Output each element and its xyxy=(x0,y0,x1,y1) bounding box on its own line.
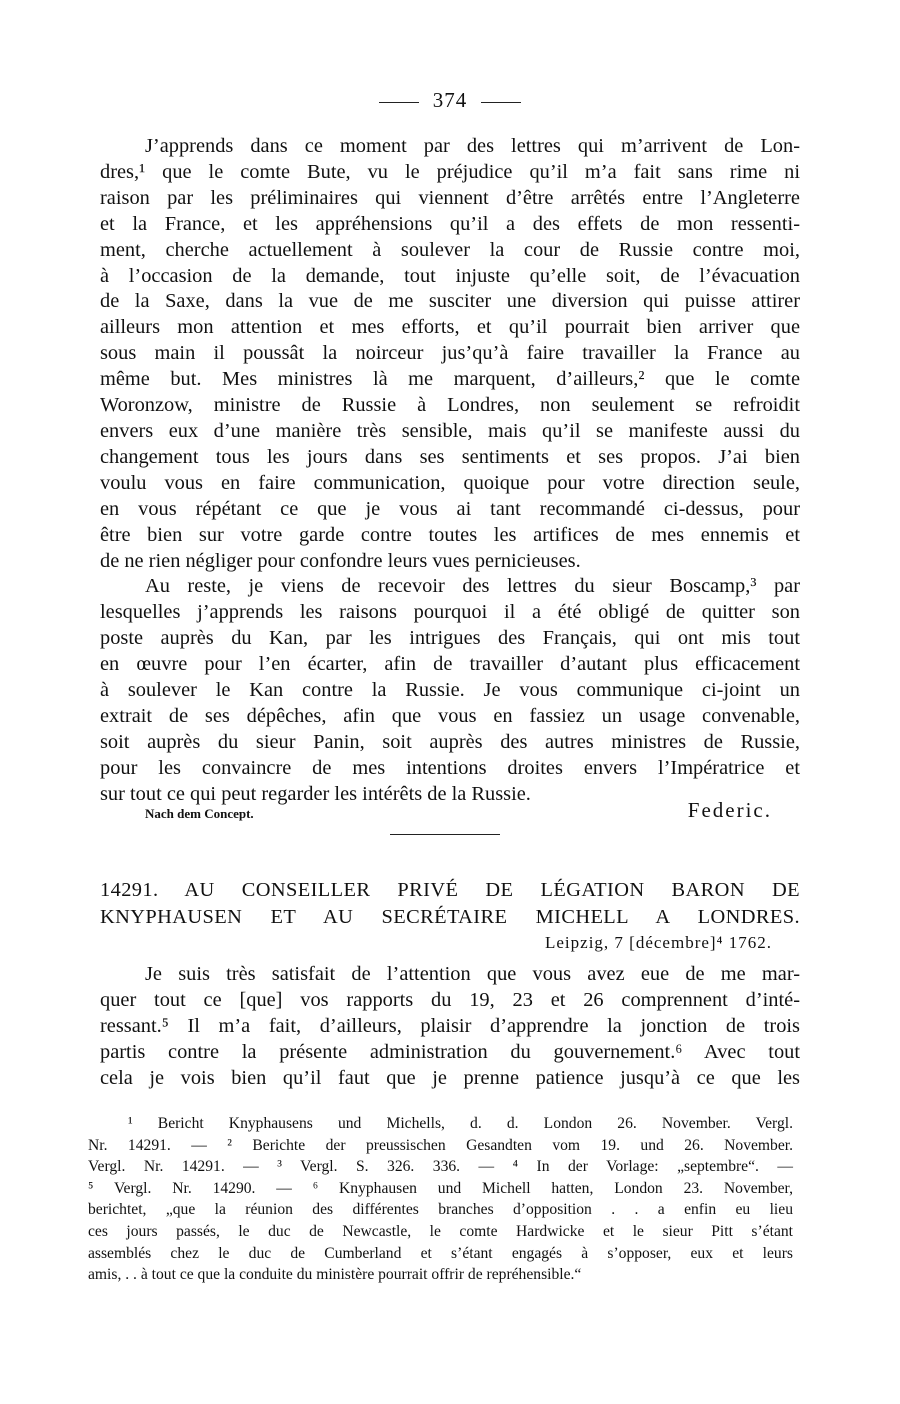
text-line: raison par les préliminaires qui viennent d’être arrêtés entre l’Angleterre xyxy=(100,186,800,209)
text-line: voulu vous en faire communication, quoique pour votre direction seule, xyxy=(100,471,800,494)
footnotes xyxy=(88,1113,793,1286)
source-note: Nach dem Concept. xyxy=(145,806,254,821)
text-line: de ne rien négliger pour confondre leurs vues pernicieuses. xyxy=(100,549,581,572)
letter-2-body xyxy=(100,962,800,1092)
letter-1-body xyxy=(100,134,800,808)
text-line: même but. Mes ministres là me marquent, d’ailleurs,² que le comte xyxy=(100,368,800,391)
footnote-line: amis, . . à tout ce que la conduite du ministère pourrait offrir de repréhensible.“ xyxy=(88,1266,582,1284)
left-dash xyxy=(379,102,419,103)
footnote-line: Vergl. Nr. 14291. — ³ Vergl. S. 326. 336. — ⁴ In der Vorlage: „septembre“. — xyxy=(88,1158,793,1176)
text-line: ment, cherche actuellement à soulever la cour de Russie contre moi, xyxy=(100,238,800,261)
heading-line: KNYPHAUSEN ET AU SECRÉTAIRE MICHELL A LONDRES. xyxy=(100,906,800,928)
footnote-line: assemblés chez le duc de Cumberland et s’étant engagés à s’opposer, eux et leurs xyxy=(88,1244,793,1262)
text-line: lesquelles j’apprends les raisons pourquoi il a été obligé de quitter son xyxy=(100,601,800,624)
closing-row xyxy=(100,798,800,828)
text-line: de la Saxe, dans la vue de me susciter une diversion qui puisse attirer xyxy=(100,290,800,313)
text-line: en vous répétant ce que je vous ai tant recommandé ci-dessus, pour xyxy=(100,497,800,520)
text-line: à l’occasion de la demande, tout injuste qu’elle soit, de l’évacuation xyxy=(100,264,800,287)
text-line: ailleurs mon attention et mes efforts, et qu’il pourrait bien arriver que xyxy=(100,316,800,339)
text-line: soit auprès du sieur Panin, soit auprès des autres ministres de Russie, xyxy=(100,730,800,753)
text-line: être bien sur votre garde contre toutes les artifices de mes ennemis et xyxy=(100,523,800,546)
footnote-line: berichtet, „que la réunion des différentes branches d’opposition . . a enfin eu lieu xyxy=(88,1201,793,1219)
text-line: changement tous les jours dans ses sentiments et ses propos. J’ai bien xyxy=(100,445,800,468)
footnote-line: Nr. 14291. — ² Berichte der preussischen Gesandten vom 19. und 26. November. xyxy=(88,1136,793,1154)
right-dash xyxy=(481,102,521,103)
text-line: Je suis très satisfait de l’attention que vous avez eue de me mar- xyxy=(145,963,800,985)
signature: Federic. xyxy=(687,798,772,822)
text-line: et la France, et les appréhensions qu’il a des effets de mon ressenti- xyxy=(100,212,800,235)
page-number-header xyxy=(0,88,900,113)
dateline: Leipzig, 7 [décembre]⁴ 1762. xyxy=(545,933,772,952)
footnote-line: ces jours passés, le duc de Newcastle, le comte Hardwicke et le sieur Pitt s’étant xyxy=(88,1222,793,1240)
text-line: Woronzow, ministre de Russie à Londres, non seulement se refroidit xyxy=(100,394,800,417)
text-line: quer tout ce [que] vos rapports du 19, 23 et 26 comprennent d’inté- xyxy=(100,988,800,1011)
text-line: envers eux d’une manière très sensible, mais qu’il se manifeste aussi du xyxy=(100,419,800,442)
text-line: dres,¹ que le comte Bute, vu le préjudice qu’il m’a fait sans rime ni xyxy=(100,160,800,183)
text-line: sous main il poussât la noirceur jus’qu’à faire travailler la France au xyxy=(100,342,800,365)
text-line: sur tout ce qui peut regarder les intérêts de la Russie. xyxy=(100,782,531,805)
page-number: 374 xyxy=(432,88,468,112)
text-line: Au reste, je viens de recevoir des lettres du sieur Boscamp,³ par xyxy=(145,575,800,598)
text-line: à soulever le Kan contre la Russie. Je vous communique ci-joint un xyxy=(100,679,800,702)
text-line: pour les convaincre de mes intentions droites envers l’Impératrice et xyxy=(100,756,800,779)
letter-2-heading xyxy=(100,877,800,931)
heading-line: 14291. AU CONSEILLER PRIVÉ DE LÉGATION BARON DE xyxy=(100,879,800,901)
text-line: poste auprès du Kan, par les intrigues des Français, qui ont mis tout xyxy=(100,627,800,650)
text-line: extrait de ses dépêches, afin que vous en fassiez un usage convenable, xyxy=(100,704,800,727)
footnote-line: ¹ Bericht Knyphausens und Michells, d. d. London 26. November. Vergl. xyxy=(128,1115,793,1132)
text-line: en œuvre pour l’en écarter, afin de travailler d’autant plus efficacement xyxy=(100,653,800,676)
text-line: J’apprends dans ce moment par des lettres qui m’arrivent de Lon- xyxy=(145,135,800,157)
text-line: partis contre la présente administration du gouvernement.⁶ Avec tout xyxy=(100,1040,800,1063)
text-line: ressant.⁵ Il m’a fait, d’ailleurs, plaisir d’apprendre la jonction de trois xyxy=(100,1014,800,1037)
text-line: cela je vois bien qu’il faut que je prenne patience jusqu’à ce que les xyxy=(100,1066,800,1089)
section-divider xyxy=(390,834,500,835)
footnote-line: ⁵ Vergl. Nr. 14290. — ⁶ Knyphausen und Michell hatten, London 23. November, xyxy=(88,1179,793,1197)
